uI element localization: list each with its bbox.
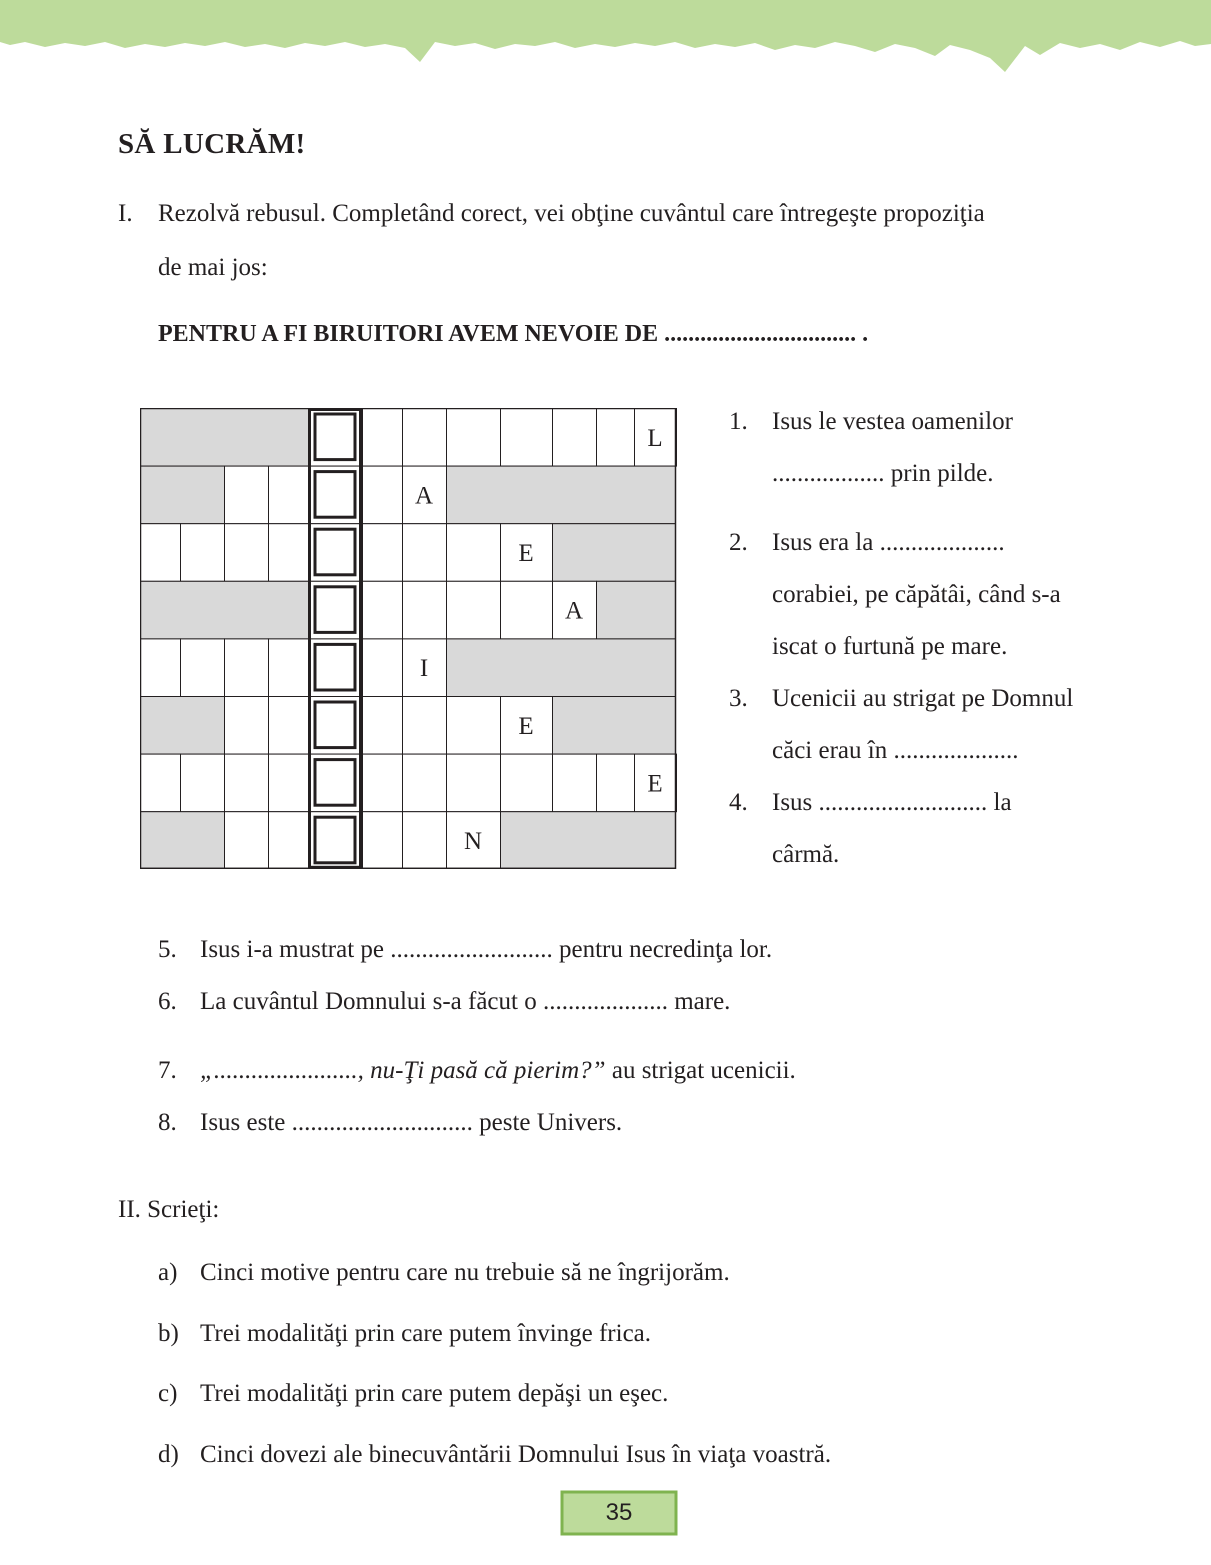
- crossword-given-letter: E: [518, 712, 534, 740]
- crossword-cell[interactable]: [269, 697, 309, 755]
- clue-text-line: iscat o furtună pe mare.: [772, 633, 1008, 660]
- crossword-cell[interactable]: [363, 409, 403, 467]
- crossword-cell[interactable]: [269, 639, 309, 697]
- clue-7: [158, 1057, 796, 1085]
- crossword-cell[interactable]: [597, 754, 635, 812]
- crossword-cell[interactable]: [269, 524, 309, 582]
- clue-number: 1.: [729, 408, 748, 435]
- crossword-given-letter: E: [518, 540, 534, 567]
- shaded-block: [141, 466, 225, 524]
- shaded-block: [447, 466, 676, 524]
- task-text: Trei modalităţi prin care putem învinge frica.: [200, 1320, 652, 1347]
- crossword-cell[interactable]: [403, 812, 447, 869]
- page-number: 35: [605, 1499, 633, 1526]
- key-column-inner-box[interactable]: [315, 587, 355, 633]
- crossword-cell[interactable]: [225, 754, 269, 812]
- crossword-cell[interactable]: [225, 697, 269, 755]
- crossword-cell[interactable]: [225, 524, 269, 582]
- fill-in-sentence: PENTRU A FI BIRUITORI AVEM NEVOIE DE ................................ .: [158, 321, 869, 347]
- clue-number: 7.: [158, 1057, 177, 1084]
- crossword-cell[interactable]: [403, 524, 447, 582]
- crossword-cell[interactable]: [225, 639, 269, 697]
- shaded-block: [597, 581, 676, 639]
- crossword-cell[interactable]: [363, 812, 403, 869]
- crossword-cell[interactable]: [363, 524, 403, 582]
- crossword-cell[interactable]: [403, 697, 447, 755]
- crossword-cell[interactable]: [403, 409, 447, 467]
- crossword-cell[interactable]: [447, 524, 501, 582]
- clue-text-line: căci erau în ....................: [772, 737, 1019, 764]
- key-column-inner-box[interactable]: [315, 760, 355, 806]
- crossword-cell[interactable]: [269, 812, 309, 869]
- crossword-cell[interactable]: [225, 466, 269, 524]
- clue-text: Isus i-a mustrat pe .......................... pentru necredinţa lor.: [200, 936, 773, 963]
- exercise-1-instruction-cont: de mai jos:: [158, 254, 268, 281]
- crossword-given-letter: I: [419, 655, 429, 683]
- key-column-inner-box[interactable]: [315, 529, 355, 575]
- clue-number: 4.: [729, 789, 748, 816]
- shaded-block: [553, 697, 676, 755]
- crossword-grid: [140, 408, 678, 869]
- crossword-given-letter: E: [647, 770, 663, 798]
- clue-quote: „......................., nu-Ţi pasă că pierim?”: [200, 1057, 606, 1084]
- clue-6: [158, 988, 730, 1016]
- key-column-inner-box[interactable]: [315, 644, 355, 690]
- crossword-given-letter: A: [414, 482, 434, 510]
- task-label: a): [158, 1259, 178, 1286]
- crossword-given-letter: A: [564, 597, 584, 625]
- clue-number: 2.: [729, 529, 748, 556]
- crossword-cell[interactable]: [553, 409, 597, 467]
- crossword-cell[interactable]: [141, 754, 181, 812]
- crossword-cell[interactable]: [181, 754, 225, 812]
- clue-text-line: corabiei, pe căpătâi, când s-a: [772, 581, 1061, 608]
- shaded-block: [447, 639, 676, 697]
- shaded-block: [553, 524, 676, 582]
- task-label: b): [158, 1320, 179, 1347]
- clue-text-line: .................. prin pilde.: [772, 460, 994, 487]
- crossword-cell[interactable]: [447, 697, 501, 755]
- crossword-cell[interactable]: [363, 639, 403, 697]
- crossword-cell[interactable]: [553, 754, 597, 812]
- crossword-cell[interactable]: [403, 581, 447, 639]
- crossword-cell[interactable]: [141, 639, 181, 697]
- crossword-cell[interactable]: [269, 466, 309, 524]
- clue-number: 5.: [158, 936, 177, 963]
- shaded-block: [141, 581, 309, 639]
- clue-text-line: Isus era la ....................: [772, 529, 1005, 556]
- key-column-inner-box[interactable]: [315, 414, 355, 460]
- task-d: [158, 1441, 831, 1469]
- clue-number: 6.: [158, 988, 177, 1015]
- shaded-block: [141, 697, 225, 755]
- task-a: [158, 1259, 730, 1287]
- exercise-2-title: II. Scrieţi:: [118, 1196, 220, 1223]
- crossword-cell[interactable]: [501, 581, 553, 639]
- clue-text-line: Isus ........................... la: [772, 789, 1012, 816]
- shaded-block: [141, 409, 309, 467]
- clue-number: 8.: [158, 1109, 177, 1136]
- clue-text: Isus este ............................. peste Univers.: [200, 1109, 623, 1136]
- key-column-inner-box[interactable]: [315, 472, 355, 518]
- crossword-cell[interactable]: [363, 581, 403, 639]
- crossword-cell[interactable]: [447, 581, 501, 639]
- crossword-cell[interactable]: [403, 754, 447, 812]
- task-label: c): [158, 1380, 178, 1407]
- crossword-cell[interactable]: [181, 524, 225, 582]
- crossword-cell[interactable]: [269, 754, 309, 812]
- crossword-given-letter: N: [463, 828, 483, 855]
- task-label: d): [158, 1441, 179, 1468]
- key-column-inner-box[interactable]: [315, 817, 355, 863]
- clue-text-line: Ucenicii au strigat pe Domnul: [772, 685, 1074, 712]
- clue-text-line: Isus le vestea oamenilor: [772, 408, 1013, 435]
- task-b: [158, 1320, 651, 1348]
- crossword-cell[interactable]: [597, 409, 635, 467]
- clue-8: [158, 1109, 622, 1137]
- task-c: [158, 1380, 668, 1408]
- crossword-cell[interactable]: [363, 466, 403, 524]
- clue-text-line: cârmă.: [772, 841, 840, 868]
- crossword-cell[interactable]: [501, 409, 553, 467]
- decorative-banner: [0, 0, 1211, 80]
- crossword-cell[interactable]: [447, 409, 501, 467]
- task-text: Cinci dovezi ale binecuvântării Domnului Isus în viaţa voastră.: [200, 1441, 832, 1468]
- crossword-cell[interactable]: [141, 524, 181, 582]
- clue-text: au strigat ucenicii.: [605, 1057, 796, 1084]
- exercise-1-number: I.: [118, 200, 133, 227]
- crossword-cell[interactable]: [363, 754, 403, 812]
- clue-text: La cuvântul Domnului s-a făcut o .................... mare.: [200, 988, 731, 1015]
- task-text: Trei modalităţi prin care putem depăşi un eşec.: [200, 1380, 669, 1407]
- clue-5: [158, 936, 772, 964]
- crossword-cell[interactable]: [501, 754, 553, 812]
- task-text: Cinci motive pentru care nu trebuie să ne îngrijorăm.: [200, 1259, 730, 1286]
- crossword-cell[interactable]: [225, 812, 269, 869]
- page-title: SĂ LUCRĂM!: [118, 128, 306, 160]
- exercise-1-instruction: Rezolvă rebusul. Completând corect, vei obţine cuvântul care întregeşte propoziţia: [158, 200, 985, 227]
- crossword-cell[interactable]: [447, 754, 501, 812]
- shaded-block: [501, 812, 676, 869]
- clue-number: 3.: [729, 685, 748, 712]
- crossword-cell[interactable]: [363, 697, 403, 755]
- crossword-given-letter: L: [647, 424, 663, 452]
- key-column-inner-box[interactable]: [315, 702, 355, 748]
- shaded-block: [141, 812, 225, 869]
- page-number-box: [560, 1490, 678, 1536]
- crossword-cell[interactable]: [181, 639, 225, 697]
